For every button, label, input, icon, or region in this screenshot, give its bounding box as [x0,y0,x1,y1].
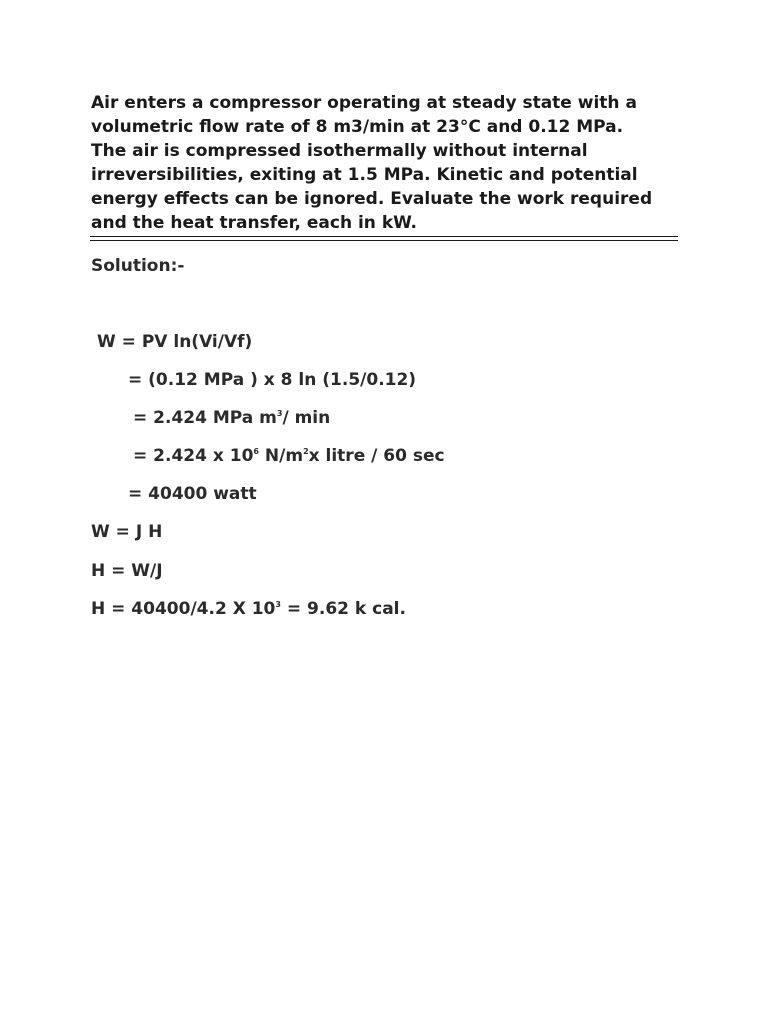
step4-suffix: x litre / 60 sec [308,446,445,466]
work-substitution: = (0.12 MPa ) x 8 ln (1.5/0.12) [128,370,417,390]
step3-prefix: = 2.424 MPa m [133,408,277,428]
joule-relation: W = J H [91,522,163,542]
solution-heading: Solution:- [91,256,185,276]
question-text [91,91,681,235]
question-line: and the heat transfer, each in kW. [91,213,417,233]
question-line: The air is compressed isothermally without internal [91,141,588,161]
step3-exponent: 3 [276,409,283,418]
step8-exponent: 3 [275,600,281,609]
step4-exponent-1: 6 [253,447,259,456]
work-formula: W = PV ln(Vi/Vf) [97,332,253,352]
step3-suffix: / min [282,408,331,428]
work-unit-conversion [133,446,445,466]
step4-prefix: = 2.424 x 10 [133,446,254,466]
question-line: volumetric flow rate of 8 m3/min at 23°C and 0.12 MPa. [91,117,624,137]
work-result-mpa [133,408,330,428]
step8-suffix: = 9.62 k cal. [280,599,406,619]
work-watts: = 40400 watt [128,484,257,504]
double-rule-bottom [90,240,678,241]
heat-formula: H = W/J [91,561,163,581]
double-rule-top [90,236,678,237]
step4-exponent-2: 2 [303,447,309,456]
question-line: Air enters a compressor operating at steady state with a [91,93,637,113]
step8-prefix: H = 40400/4.2 X 10 [91,599,276,619]
question-line: energy effects can be ignored. Evaluate the work required [91,189,653,209]
question-line: irreversibilities, exiting at 1.5 MPa. Kinetic and potential [91,165,638,185]
step4-mid: N/m [258,446,304,466]
heat-result [91,599,406,619]
